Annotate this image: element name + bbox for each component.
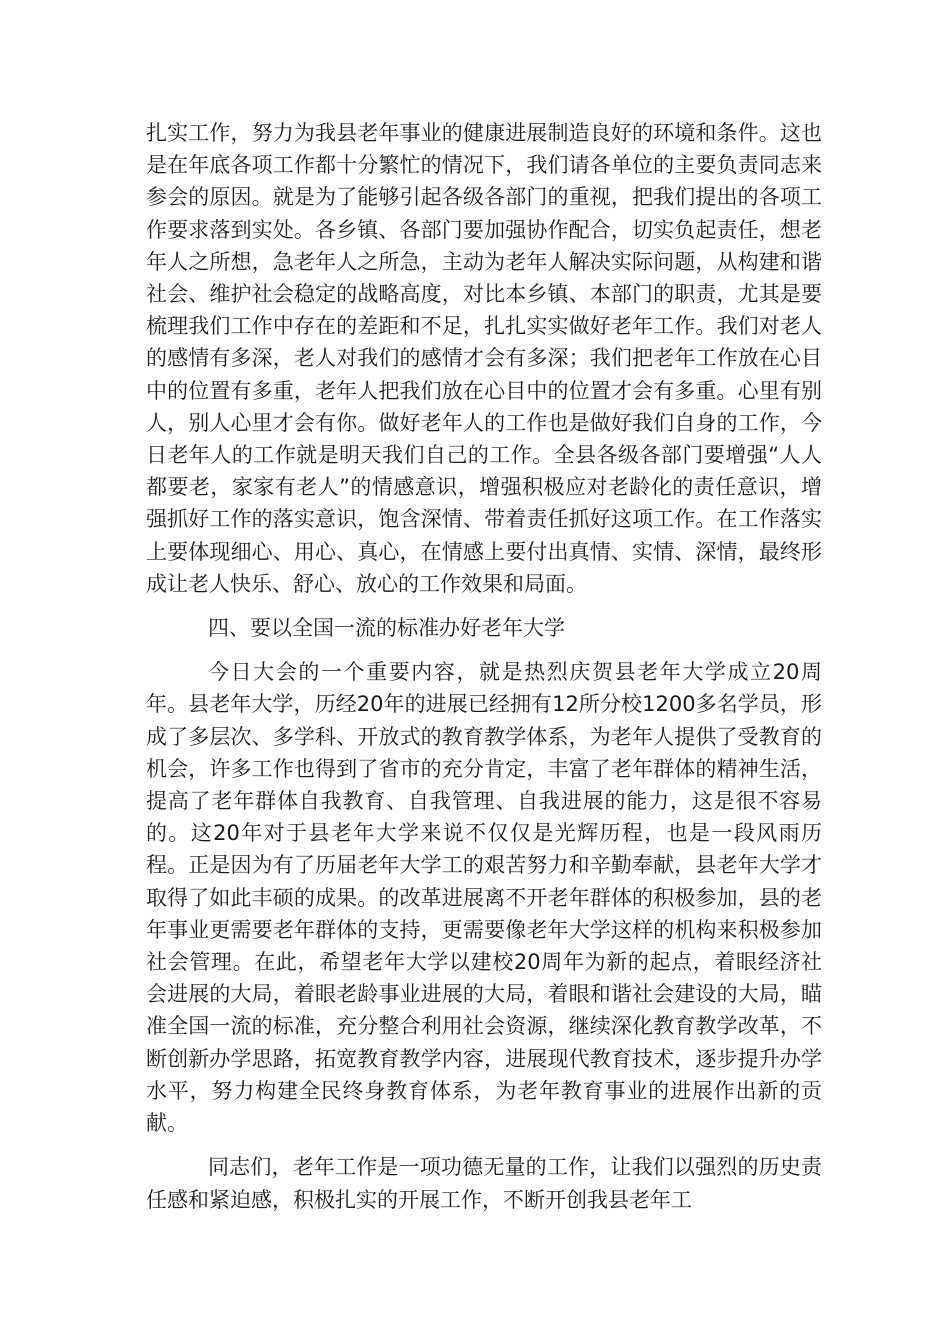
paragraph-old-age-university: 今日大会的一个重要内容，就是热烈庆贺县老年大学成立20周年。县老年大学，历经20年的进展已经拥有12所分校1200多名学员，形成了多层次、多学科、开放式的教育教学体系，为老年人提供了受教育的机会，许多工作也得到了省市的充分肯定，丰富了老年群体的精神生活，提高了老年群体自我教育、自我管理、自我进展的能力，这是很不容易的。这20年对于县老年大学来说不仅仅是光辉历程，也是一段风雨历程。正是因为有了历届老年大学工的艰苦努力和辛勤奉献，县老年大学才取得了如此丰硕的成果。的改革进展离不开老年群体的积极参加，县的老年事业更需要老年群体的支持，更需要像老年大学这样的机构来积极参加社会管理。在此，希望老年大学以建校20周年为新的起点，着眼经济社会进展的大局，着眼老龄事业进展的大局，着眼和谐社会建设的大局，瞄准全国一流的标准，充分整合利用社会资源，继续深化教育教学改革，不断创新办学思路，拓宽教育教学内容，进展现代教育技术，逐步提升办学水平，努力构建全民终身教育体系，为老年教育事业的进展作出新的贡献。 bbox=[146, 660, 822, 1136]
paragraph-continuation: 扎实工作，努力为我县老年事业的健康进展制造良好的环境和条件。这也是在年底各项工作都十分繁忙的情况下，我们请各单位的主要负责同志来参会的原因。就是为了能够引起各级各部门的重视，把我们提出的各项工作要求落到实处。各乡镇、各部门要加强协作配合，切实负起责任，想老年人之所想，急老年人之所急，主动为老年人解决实际问题，从构建和谐社会、维护社会稳定的战略高度，对比本乡镇、本部门的职责，尤其是要梳理我们工作中存在的差距和不足，扎扎实实做好老年工作。我们对老人的感情有多深，老人对我们的感情才会有多深；我们把老年工作放在心目中的位置有多重，老年人把我们放在心目中的位置才会有多重。心里有别人，别人心里才会有你。做好老年人的工作也是做好我们自身的工作，今日老年人的工作就是明天我们自己的工作。全县各级各部门要增强“人人都要老，家家有老人”的情感意识，增强积极应对老龄化的责任意识，增强抓好工作的落实意识，饱含深情、带着责任抓好这项工作。在工作落实上要体现细心、用心、真心，在情感上要付出真情、实情、深情，最终形成让老人快乐、舒心、放心的工作效果和局面。 bbox=[146, 121, 822, 596]
paragraph-closing: 同志们，老年工作是一项功德无量的工作，让我们以强烈的历史责任感和紧迫感，积极扎实的开展工作，不断开创我县老年工 bbox=[146, 1155, 822, 1212]
document-body bbox=[146, 117, 822, 1216]
section-heading: 四、要以全国一流的标准办好老年大学 bbox=[208, 616, 565, 641]
